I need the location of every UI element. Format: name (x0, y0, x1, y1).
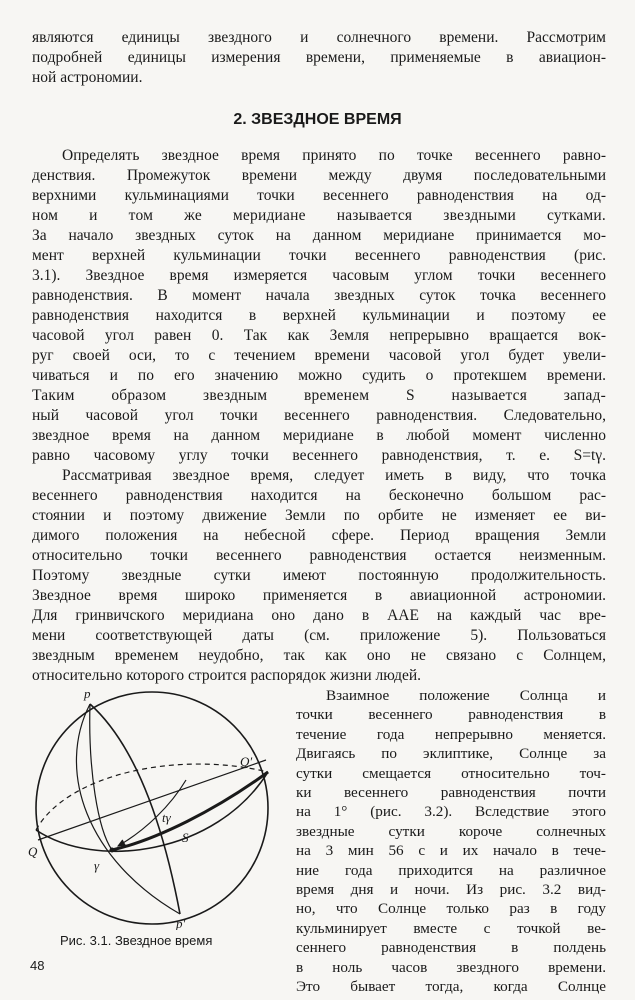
text-line: мени соответствующей даты (см. приложение 5). Пользоваться (32, 627, 606, 644)
arc-s (112, 772, 268, 850)
text-line: димого положения на небесной сфере. Период вращения Земли (32, 527, 606, 544)
text-line: Рассматривая звездное время, следует иметь в виду, что точка (62, 467, 606, 484)
text-line: часовой угол равен 0. Так как Земля непрерывно вращается вок- (32, 327, 606, 344)
text-line: сеннего равноденствия в полдень (296, 939, 606, 957)
text-line: 3.1). Звездное время измеряется часовым углом точки весеннего (32, 267, 606, 284)
text-line: относительно точки весеннего равноденствия остается неизменным. (32, 547, 606, 564)
text-line: денствия. Промежуток времени между двумя последовательными (32, 167, 606, 184)
text-line: стоянии и поэтому движение Земли по орбите не изменяет ее ви- (32, 507, 606, 524)
label-q-prime: Q′ (240, 754, 253, 769)
text-line: звездные сутки короче солнечных (296, 822, 606, 840)
text-line: относительно которого строится распорядок жизни людей. (32, 667, 422, 684)
text-line: Это бывает тогда, когда Солнце (296, 978, 606, 995)
text-line: ный часовой угол точки весеннего равноденствия. Следовательно, (32, 407, 606, 424)
label-gamma: γ (94, 858, 100, 873)
text-line: руг своей оси, то с течением времени часовой угол будет увели- (32, 347, 606, 364)
text-line: Таким образом звездным временем S называется запад- (32, 387, 606, 404)
section-heading: 2. ЗВЕЗДНОЕ ВРЕМЯ (233, 111, 402, 128)
text-line: являются единицы звездного и солнечного времени. Рассмотрим (32, 29, 606, 46)
text-line: ки весеннего равноденствия почти (296, 784, 606, 801)
text-line: но, что Солнце только раз в году (296, 900, 606, 918)
label-t-gamma: tγ (162, 810, 171, 825)
text-line: Определять звездное время принято по точке весеннего равно- (62, 147, 606, 164)
text-line: равноденствия. В момент начала звездных суток точка весеннего (32, 287, 606, 304)
text-line: Взаимное положение Солнца и (326, 687, 606, 704)
text-line: звездное время на данном меридиане в любой момент численно (32, 427, 606, 444)
text-line: кульминирует вместе с точкой ве- (296, 919, 606, 937)
axis-line (38, 760, 266, 840)
text-line: течение года непрерывно меняется. (296, 725, 606, 743)
text-line: Двигаясь по эклиптике, Солнце за (296, 745, 606, 763)
label-s: S (182, 830, 189, 845)
label-p-prime: p′ (176, 916, 186, 930)
text-line: Звездное время широко применяется в авиационной астрономии. (32, 587, 606, 604)
text-line: звездным временем неудобно, так как оно не связано с Солнцем, (32, 647, 606, 664)
text-line: в ноль часов звездного времени. (296, 958, 606, 976)
figure-caption: Рис. 3.1. Звездное время (60, 933, 213, 948)
text-line: точки весеннего равноденствия в (296, 706, 606, 724)
text-line: мент верхней кульминации точки весеннего равноденствия (рис. (32, 247, 606, 264)
text-line: За начало звездных суток на данном меридиане принимается мо- (32, 227, 606, 244)
text-line: ние года приходится на различное (296, 861, 606, 879)
label-p: p (84, 686, 91, 701)
equator-front (36, 772, 268, 851)
page-number: 48 (30, 958, 45, 973)
text-line: ном и том же меридиане называется звездными сутками. (32, 207, 606, 224)
label-q: Q (28, 844, 38, 859)
text-line: время дня и ночи. Из рис. 3.2 вид- (296, 881, 606, 898)
text-line: подробней единицы измерения времени, применяемые в авиацион- (32, 49, 606, 66)
text-line: равно часовому углу точки весеннего равноденствия, т. е. S=tγ. (32, 447, 606, 464)
text-line: на 1° (рис. 3.2). Вследствие этого (296, 803, 606, 821)
text-line: сутки смещается относительно точ- (296, 764, 606, 782)
celestial-sphere-figure (26, 680, 288, 930)
text-line: верхними кульминациями точки весеннего равноденствия на од- (32, 187, 606, 204)
text-line: Для гринвичского меридиана оно дано в ААЕ на каждый час вре- (32, 607, 606, 624)
text-line: Поэтому звездные сутки имеют постоянную продолжительность. (32, 567, 606, 584)
text-line: ной астрономии. (32, 69, 143, 86)
text-line: чиваться и по его значению можно судить о протекшем времени. (32, 367, 606, 384)
text-line: весеннего равноденствия находится на бесконечно большом рас- (32, 487, 606, 504)
meridian-front (90, 704, 180, 914)
gamma-point (110, 848, 115, 853)
text-line: равноденствия находится в верхней кульминации и поэтому ее (32, 307, 606, 324)
text-line: на 3 мин 56 с и их начало в тече- (296, 842, 606, 860)
